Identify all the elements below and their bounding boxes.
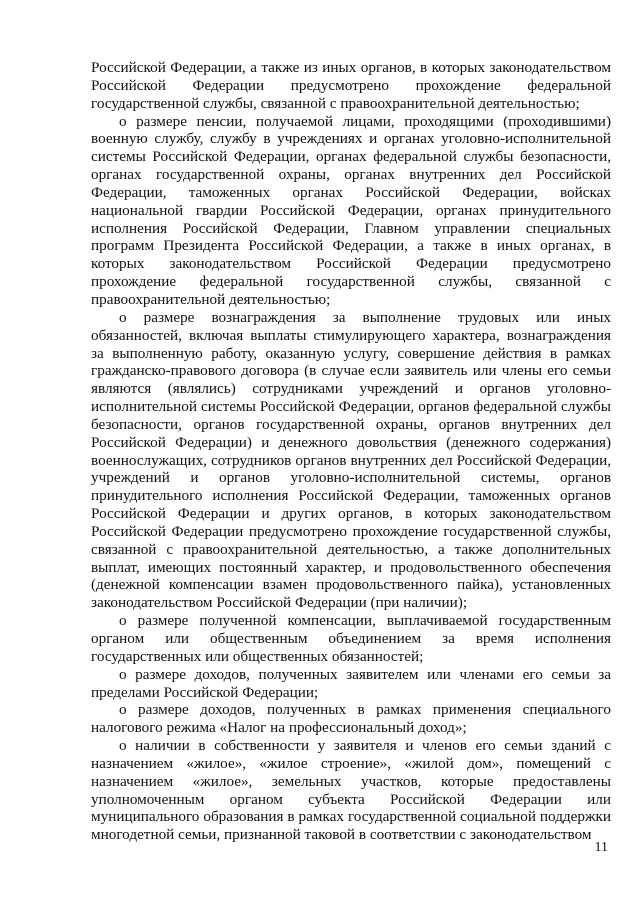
paragraph: Российской Федерации, а также из иных органов, в которых законодательством Российской Федерации предусмотрено прохождение федеральной государственной службы, связанной с правоохранительной деятельностью; — [91, 59, 611, 112]
document-body — [91, 59, 611, 844]
paragraph: о размере пенсии, получаемой лицами, проходящими (проходившими) военную службу, службу в учреждениях и органах уголовно-исполнительной системы Российской Федерации, органах федеральной службы безопасности, органах государственной охраны, органах внутренних дел Российской Федерации, таможенных органах Российской Федерации, войсках национальной гвардии Российской Федерации, органах принудительного исполнения Российской Федерации, Главном управлении специальных программ Президента Российской Федерации, а также в иных органах, в которых законодательством Российской Федерации предусмотрено прохождение федеральной государственной службы, связанной с правоохранительной деятельностью; — [91, 112, 611, 308]
paragraph: о размере доходов, полученных заявителем или членами его семьи за пределами Российской Федерации; — [91, 665, 611, 701]
paragraph: о размере вознаграждения за выполнение трудовых или иных обязанностей, включая выплаты стимулирующего характера, вознаграждения за выполненную работу, оказанную услугу, совершение действия в рамках гражданско-правового договора (в случае если заявитель или члены его семьи являются (являлись) сотрудниками учреждений и органов уголовно-исполнительной системы Российской Федерации, органов федеральной службы безопасности, органов государственной охраны, органов внутренних дел Российской Федерации) и денежного довольствия (денежного содержания) военнослужащих, сотрудников органов внутренних дел Российской Федерации, учреждений и органов уголовно-исполнительной системы, органов принудительного исполнения Российской Федерации, таможенных органов Российской Федерации и других органов, в которых законодательством Российской Федерации предусмотрено прохождение государственной службы, связанной с правоохранительной деятельностью, а также дополнительных выплат, имеющих постоянный характер, и продовольственного обеспечения (денежной компенсации взамен продовольственного пайка), установленных законодательством Российской Федерации (при наличии); — [91, 308, 611, 612]
paragraph: о наличии в собственности у заявителя и членов его семьи зданий с назначением «жилое», «жилое строение», «жилой дом», помещений с назначением «жилое», земельных участков, которые предоставлены уполномоченным органом субъекта Российской Федерации или муниципального образования в рамках государственной социальной поддержки многодетной семьи, признанной таковой в соответствии с законодательством — [91, 737, 611, 844]
page-number: 11 — [594, 840, 608, 855]
paragraph: о размере доходов, полученных в рамках применения специального налогового режима «Налог на профессиональный доход»; — [91, 701, 611, 737]
paragraph: о размере полученной компенсации, выплачиваемой государственным органом или общественным объединением за время исполнения государственных или общественных обязанностей; — [91, 612, 611, 665]
